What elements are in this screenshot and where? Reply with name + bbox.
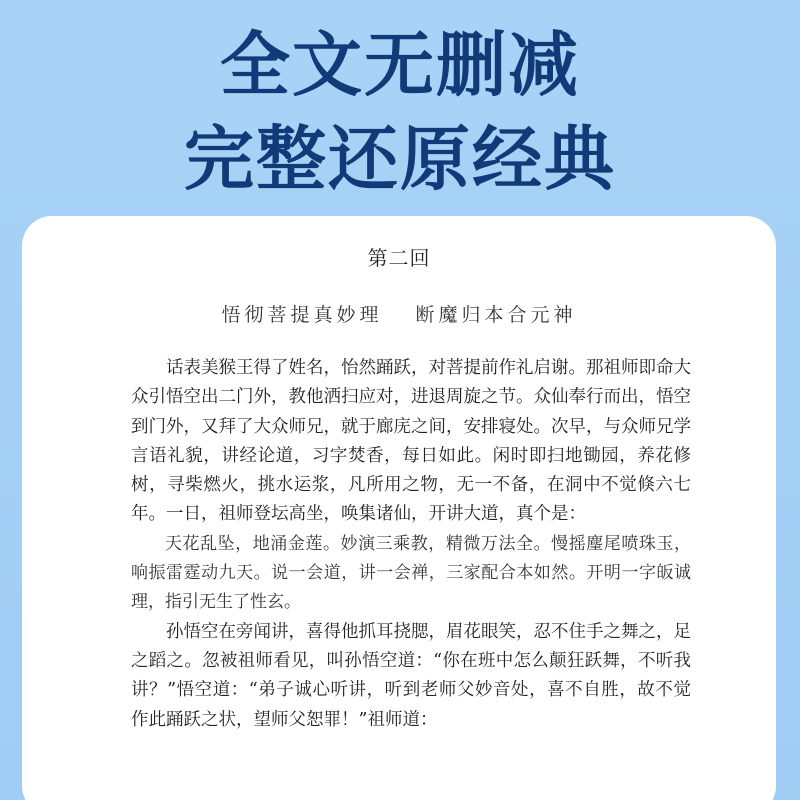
paragraph: 孙悟空在旁闻讲，喜得他抓耳挠腮，眉花眼笑，忍不住手之舞之，足之蹈之。忽被祖师看见，叫孙悟空道：“你在班中怎么颠狂跃舞，不听我讲？”悟空道：“弟子诚心听讲，听到老师父妙音处，喜不自胜，故不觉作此踊跃之状，望师父恕罪！”祖师道：	[131, 621, 691, 730]
page-card	[22, 216, 776, 800]
verse-paragraph: 天花乱坠，地涌金莲。妙演三乘教，精微万法全。慢摇麈尾喷珠玉，响振雷霆动九天。说一会道，讲一会禅，三家配合本如然。开明一字皈诚理，指引无生了性玄。	[131, 533, 691, 613]
chapter-title: 第二回	[367, 246, 431, 270]
body-text	[131, 354, 691, 735]
headline-line-2: 完整还原经典	[184, 118, 616, 200]
chapter-subtitle: 悟彻菩提真妙理 断魔归本合元神	[221, 304, 577, 326]
paragraph: 话表美猴王得了姓名，怡然踊跃，对菩提前作礼启谢。那祖师即命大众引悟空出二门外，教他洒扫应对，进退周旋之节。众仙奉行而出，悟空到门外，又拜了大众师兄，就于廊庑之间，安排寝处。次早，与众师兄学言语礼貌，讲经论道，习字焚香，每日如此。闲时即扫地锄园，养花修树，寻柴燃火，挑水运浆，凡所用之物，无一不备，在洞中不觉倏六七年。一日，祖师登坛高坐，唤集诸仙，开讲大道，真个是：	[131, 358, 691, 525]
headline-line-1: 全文无删减	[220, 24, 580, 106]
